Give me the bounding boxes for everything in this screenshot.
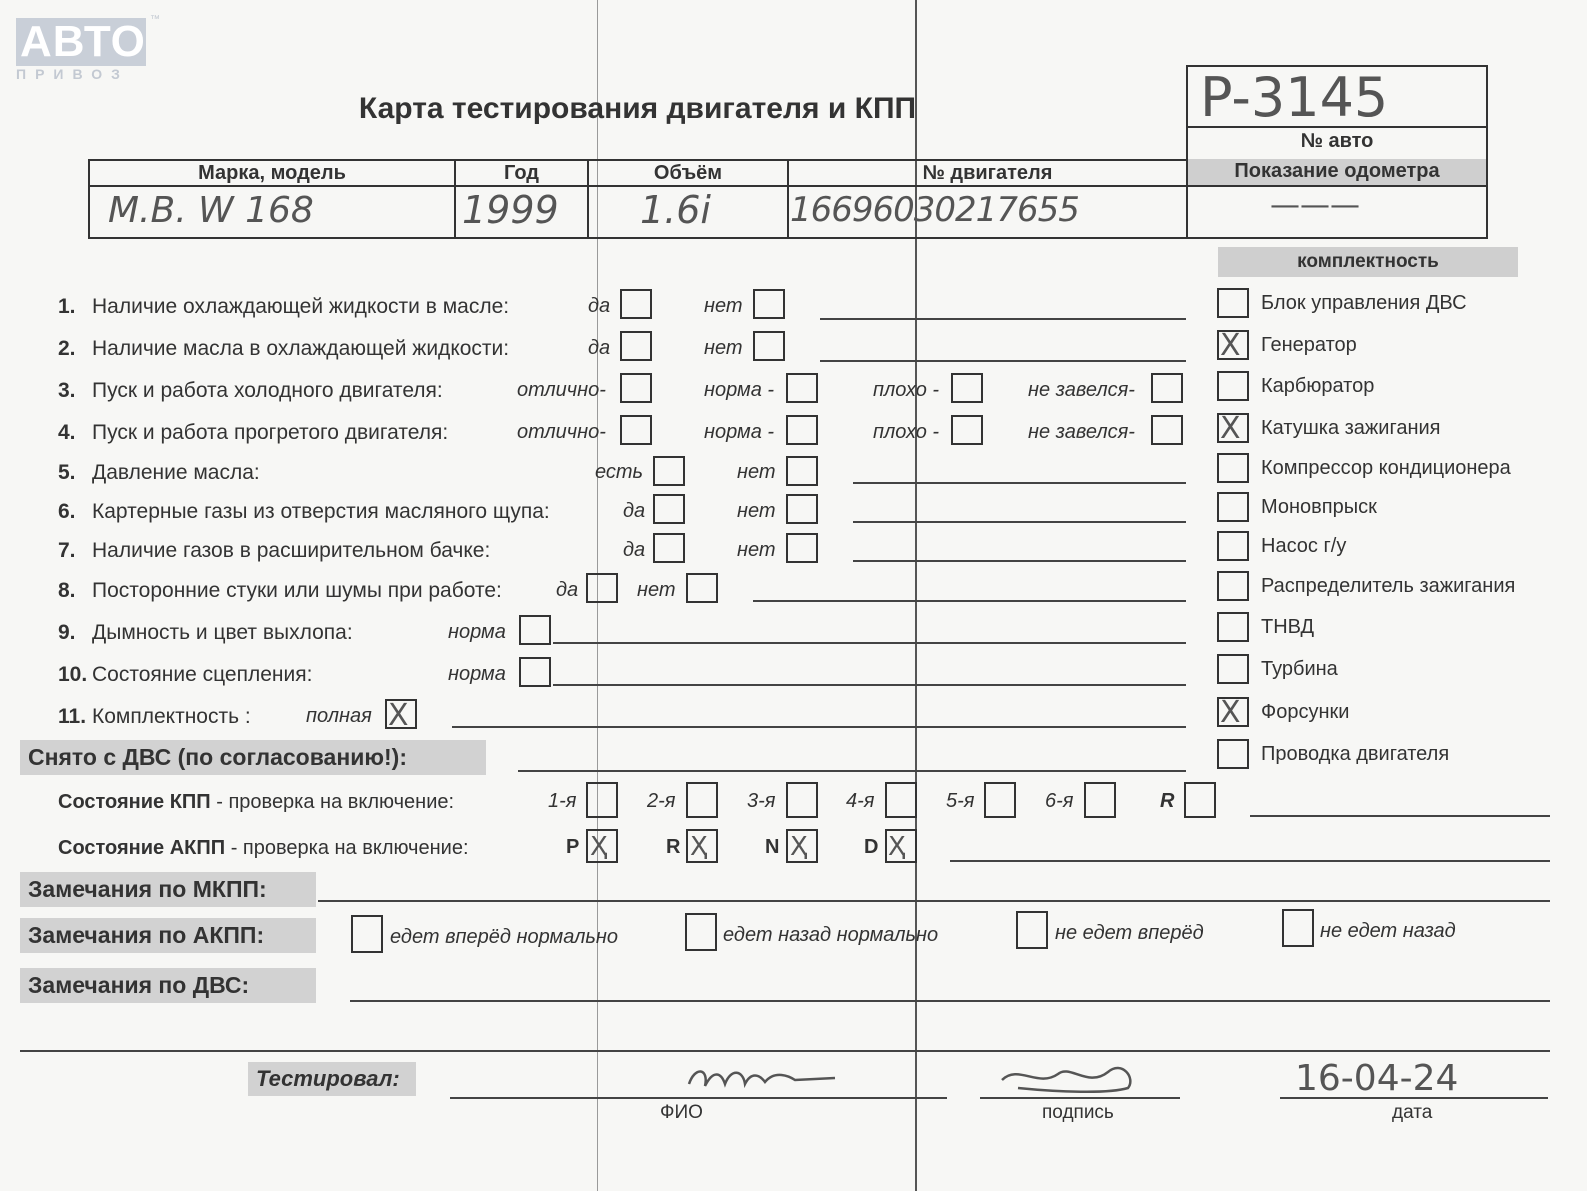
col-year: Год bbox=[504, 162, 539, 184]
q1-opt-no: нет bbox=[704, 295, 743, 317]
comp-label-4: Катушка зажигания bbox=[1261, 417, 1441, 439]
q11-opt-full: полная bbox=[306, 705, 372, 727]
kpp-gear-6-checkbox[interactable] bbox=[1084, 782, 1116, 818]
question-4: 4. Пуск и работа прогретого двигателя: bbox=[58, 421, 449, 444]
q5-opt-yes: есть bbox=[595, 461, 644, 483]
kpp-gear-5: 5-я bbox=[946, 790, 975, 812]
q11-x-mark: X bbox=[388, 698, 409, 733]
col-odometer: Показание одометра bbox=[1234, 160, 1440, 182]
question-11: 11. Комплектность : bbox=[58, 705, 251, 728]
logo-text: АВТО bbox=[20, 17, 146, 66]
col-engine-no: № двигателя bbox=[922, 162, 1053, 184]
akpp-gear-d: D bbox=[864, 836, 879, 858]
kpp-gear-1-checkbox[interactable] bbox=[586, 782, 618, 818]
tested-date-value: 16-04-24 bbox=[1295, 1058, 1459, 1099]
q3-opt-excellent: отлично- bbox=[517, 379, 606, 401]
q3-opt-bad: плохо - bbox=[873, 379, 940, 401]
kpp-gear-3: 3-я bbox=[747, 790, 776, 812]
akpp-back-ok-checkbox[interactable] bbox=[685, 913, 717, 951]
logo-subtitle: ПРИВОЗ bbox=[16, 66, 129, 82]
tester-fio-signature bbox=[685, 1060, 845, 1105]
q10-opt-normal: норма bbox=[448, 663, 506, 685]
q8-no-checkbox[interactable] bbox=[686, 573, 718, 603]
value-odometer: ——— bbox=[1270, 188, 1360, 223]
comp-label-3: Карбюратор bbox=[1261, 375, 1375, 397]
q3-bad-checkbox[interactable] bbox=[951, 373, 983, 403]
akpp-forward-ok: едет вперёд нормально bbox=[390, 926, 619, 948]
q2-opt-no: нет bbox=[704, 337, 743, 359]
akpp-n-mark: Ҳ bbox=[790, 832, 808, 862]
q7-yes-checkbox[interactable] bbox=[653, 533, 685, 563]
q1-no-checkbox[interactable] bbox=[753, 289, 785, 319]
question-2: 2. Наличие масла в охлаждающей жидкости: bbox=[58, 337, 510, 360]
comp-label-2: Генератор bbox=[1261, 334, 1357, 356]
akpp-gear-n: N bbox=[765, 836, 780, 858]
question-8: 8. Посторонние стуки или шумы при работе: bbox=[58, 579, 502, 602]
comp-label-12: Проводка двигателя bbox=[1261, 743, 1450, 765]
akpp-d-mark: Ҳ bbox=[888, 832, 906, 862]
q9-normal-checkbox[interactable] bbox=[519, 615, 551, 645]
comp-checkbox-9[interactable] bbox=[1217, 612, 1249, 642]
q7-opt-yes: да bbox=[623, 539, 646, 561]
comp-x-mark-2: X bbox=[1220, 328, 1241, 363]
comp-checkbox-7[interactable] bbox=[1217, 531, 1249, 561]
comp-label-10: Турбина bbox=[1261, 658, 1338, 680]
q8-opt-yes: да bbox=[556, 579, 579, 601]
q4-opt-normal: норма - bbox=[704, 421, 775, 443]
logo bbox=[16, 18, 146, 66]
q6-opt-no: нет bbox=[737, 500, 776, 522]
page-title: Карта тестирования двигателя и КПП bbox=[358, 92, 917, 125]
kpp-gear-3-checkbox[interactable] bbox=[786, 782, 818, 818]
q9-opt-normal: норма bbox=[448, 621, 506, 643]
removed-title: Снято с ДВС (по согласованию!): bbox=[20, 740, 486, 775]
q4-normal-checkbox[interactable] bbox=[786, 415, 818, 445]
value-year: 1999 bbox=[462, 188, 559, 232]
question-9: 9. Дымность и цвет выхлопа: bbox=[58, 621, 353, 644]
kpp-gear-4: 4-я bbox=[846, 790, 875, 812]
remarks-akpp-title: Замечания по АКПП: bbox=[20, 918, 316, 953]
q4-bad-checkbox[interactable] bbox=[951, 415, 983, 445]
comp-checkbox-6[interactable] bbox=[1217, 492, 1249, 522]
question-3: 3. Пуск и работа холодного двигателя: bbox=[58, 379, 443, 402]
comp-checkbox-1[interactable] bbox=[1217, 288, 1249, 318]
kpp-gear-2-checkbox[interactable] bbox=[686, 782, 718, 818]
col-make-model: Марка, модель bbox=[198, 162, 346, 184]
q2-no-checkbox[interactable] bbox=[753, 331, 785, 361]
akpp-gear-p: P bbox=[566, 836, 580, 858]
comp-checkbox-3[interactable] bbox=[1217, 371, 1249, 401]
akpp-forward-ok-checkbox[interactable] bbox=[351, 915, 383, 953]
completeness-title: комплектность bbox=[1297, 251, 1439, 272]
q5-opt-no: нет bbox=[737, 461, 776, 483]
q1-opt-yes: да bbox=[588, 295, 611, 317]
q10-normal-checkbox[interactable] bbox=[519, 657, 551, 687]
question-5: 5. Давление масла: bbox=[58, 461, 260, 484]
akpp-no-forward: не едет вперёд bbox=[1055, 922, 1204, 944]
question-1: 1. Наличие охлаждающей жидкости в масле: bbox=[58, 295, 510, 318]
col-volume: Объём bbox=[653, 162, 723, 184]
q3-excellent-checkbox[interactable] bbox=[620, 373, 652, 403]
question-10: 10. Состояние сцепления: bbox=[58, 663, 313, 686]
akpp-no-back-checkbox[interactable] bbox=[1282, 909, 1314, 947]
value-make-model: M.B. W 168 bbox=[108, 190, 314, 231]
akpp-no-forward-checkbox[interactable] bbox=[1016, 911, 1048, 949]
q4-excellent-checkbox[interactable] bbox=[620, 415, 652, 445]
kpp-gear-5-checkbox[interactable] bbox=[984, 782, 1016, 818]
comp-checkbox-10[interactable] bbox=[1217, 654, 1249, 684]
q6-yes-checkbox[interactable] bbox=[653, 494, 685, 524]
kpp-gear-2: 2-я bbox=[647, 790, 676, 812]
q3-normal-checkbox[interactable] bbox=[786, 373, 818, 403]
fio-caption: ФИО bbox=[660, 1102, 703, 1123]
akpp-label: Состояние АКПП - проверка на включение: bbox=[58, 837, 469, 859]
kpp-label: Состояние КПП - проверка на включение: bbox=[58, 791, 455, 813]
comp-label-7: Насос г/у bbox=[1261, 535, 1347, 557]
comp-x-mark-11: X bbox=[1220, 695, 1241, 730]
comp-label-5: Компрессор кондиционера bbox=[1261, 457, 1511, 479]
q2-yes-checkbox[interactable] bbox=[620, 331, 652, 361]
q3-no-start-checkbox[interactable] bbox=[1151, 373, 1183, 403]
q2-opt-yes: да bbox=[588, 337, 611, 359]
tested-label: Тестировал: bbox=[248, 1062, 416, 1096]
q6-opt-yes: да bbox=[623, 500, 646, 522]
q5-yes-checkbox[interactable] bbox=[653, 456, 685, 486]
q4-no-start-checkbox[interactable] bbox=[1151, 415, 1183, 445]
akpp-p-mark: Ҳ bbox=[590, 832, 608, 862]
q4-opt-no-start: не завелся- bbox=[1028, 421, 1135, 443]
car-number-label: № авто bbox=[1300, 130, 1374, 152]
comp-label-1: Блок управления ДВС bbox=[1261, 292, 1467, 314]
trademark: ™ bbox=[150, 14, 160, 25]
q7-opt-no: нет bbox=[737, 539, 776, 561]
question-6: 6. Картерные газы из отверстия масляного щупа: bbox=[58, 500, 550, 523]
kpp-gear-r: R bbox=[1160, 790, 1175, 812]
q3-opt-no-start: не завелся- bbox=[1028, 379, 1135, 401]
value-engine-no: 16696030217655 bbox=[790, 190, 1079, 230]
akpp-gear-r: R bbox=[666, 836, 681, 858]
comp-label-9: ТНВД bbox=[1261, 616, 1315, 638]
kpp-gear-r-checkbox[interactable] bbox=[1184, 782, 1216, 818]
question-7: 7. Наличие газов в расширительном бачке: bbox=[58, 539, 491, 562]
q7-no-checkbox[interactable] bbox=[786, 533, 818, 563]
car-number-value: P-3145 bbox=[1200, 66, 1389, 129]
q4-opt-excellent: отлично- bbox=[517, 421, 606, 443]
signature-caption: подпись bbox=[1042, 1102, 1114, 1123]
q1-yes-checkbox[interactable] bbox=[620, 289, 652, 319]
comp-label-8: Распределитель зажигания bbox=[1261, 575, 1516, 597]
remarks-mkpp-title: Замечания по МКПП: bbox=[20, 872, 316, 907]
kpp-gear-1: 1-я bbox=[548, 790, 577, 812]
comp-checkbox-5[interactable] bbox=[1217, 453, 1249, 483]
akpp-r-mark: Ҳ bbox=[690, 832, 708, 862]
remarks-dvs-title: Замечания по ДВС: bbox=[20, 968, 316, 1003]
comp-label-6: Моновпрыск bbox=[1261, 496, 1377, 518]
q8-opt-no: нет bbox=[637, 579, 676, 601]
q3-opt-normal: норма - bbox=[704, 379, 775, 401]
q5-no-checkbox[interactable] bbox=[786, 456, 818, 486]
q8-yes-checkbox[interactable] bbox=[586, 573, 618, 603]
date-caption: дата bbox=[1392, 1102, 1433, 1123]
q4-opt-bad: плохо - bbox=[873, 421, 940, 443]
kpp-gear-4-checkbox[interactable] bbox=[885, 782, 917, 818]
q6-no-checkbox[interactable] bbox=[786, 494, 818, 524]
akpp-no-back: не едет назад bbox=[1320, 920, 1456, 942]
kpp-gear-6: 6-я bbox=[1045, 790, 1074, 812]
comp-checkbox-12[interactable] bbox=[1217, 739, 1249, 769]
comp-label-11: Форсунки bbox=[1261, 701, 1350, 723]
comp-checkbox-8[interactable] bbox=[1217, 571, 1249, 601]
value-volume: 1.6i bbox=[640, 188, 711, 232]
comp-x-mark-4: X bbox=[1220, 411, 1241, 446]
tester-signature bbox=[998, 1058, 1148, 1102]
akpp-back-ok: едет назад нормально bbox=[723, 924, 939, 946]
